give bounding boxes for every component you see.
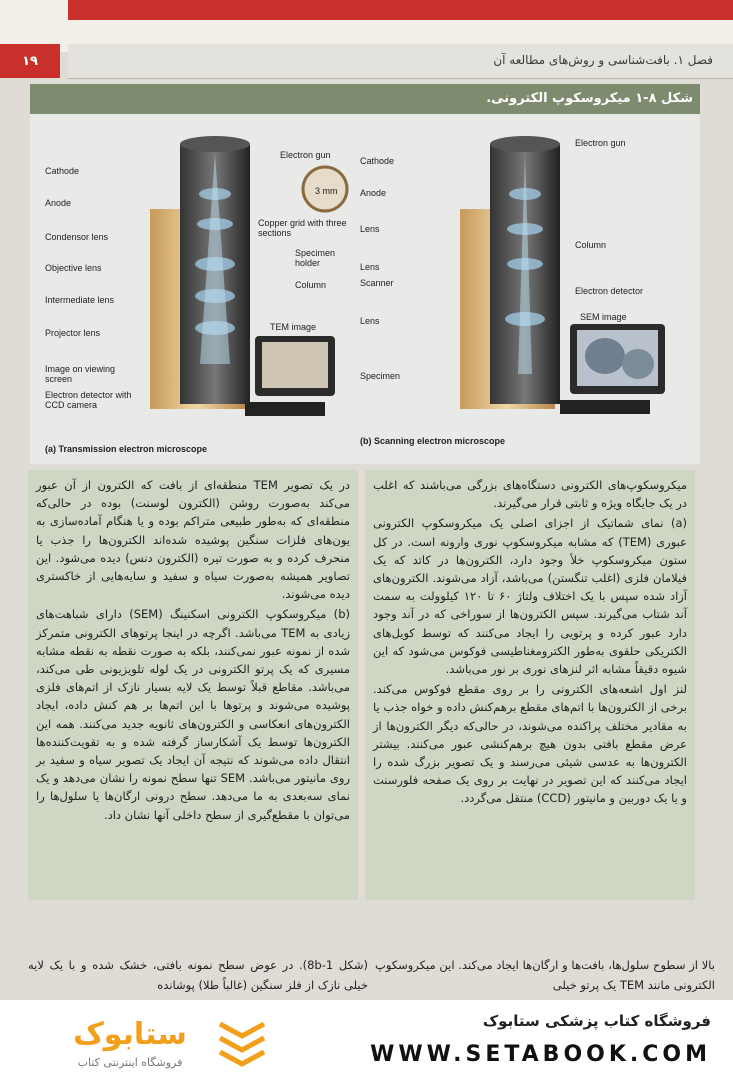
tem-label: Electron detector with CCD camera [45,390,132,410]
sem-label: Specimen [360,371,401,381]
store-name: فروشگاه کتاب پزشکی ستابوک [482,1012,711,1030]
sem-label: Scanner [360,278,394,288]
tem-right-label: TEM image [270,322,317,332]
figure-caption: شکل ۸-۱ میکروسکوپ الکترونی. [486,91,693,106]
paragraph: لنز اول اشعه‌های الکترونی را بر روی مقطع فوکوس می‌کند. برخی از الکترون‌ها با اتم‌های مقطع برهم‌کنش داده و خواه جذب یا به مقادیر مختلف پراکنده می‌شوند، در حالی‌که دیگر الکترون‌ها از عرض مقطع بافتی بدون هیچ برهم‌کنشی عبور می‌کنند. بیشتر الکترون‌ها به عدسی شیئی می‌رسند و یک تصویر بزرگ شده را ایجاد می‌کنند که این تصویر در نهایت بر روی یک صفحه فلورسنت و یا یک دوربین و مانیتور (CCD) منتقل می‌گردد. [373,682,687,806]
sem-right-label: Electron gun [575,138,626,148]
tem-label: Objective lens [45,263,102,273]
chapter-title: فصل ۱. بافت‌شناسی و روش‌های مطالعه آن [493,53,713,67]
paragraph: (a) نمای شماتیک از اجزای اصلی یک میکروسکوپ الکترونی عبوری (TEM) که مشابه میکروسکوپ نوری وارونه است. در کل ستون میکروسکوپ خلأ وجود دارد، الکترون‌ها در کاتد که یک فیلامان فلزی (اغلب تنگستن) می‌باشد، آزاد می‌شوند. الکترون‌های آزاد شده سپس با یک اختلاف ولتاژ ۶۰ تا ۱۲۰ کیلوولت به سمت آند شتاب می‌گیرند. سپس الکترون‌ها از سوراخی که در آند وجود دارد عبور کرده و پرتویی را ایجاد می‌کنند که توسط کویل‌های الکتریکی حلقوی به‌طور الکترومغناطیسی فوکوس می‌شود که این شیوه دقیقاً مشابه اثر لنزهای نوری بر نور می‌باشد. [373,516,688,677]
left-text-column [28,470,358,900]
chevron-logo-icon [220,1024,264,1064]
logo-text: ستابوک [73,1017,187,1052]
tem-label: Cathode [45,166,80,176]
sem-label: Anode [360,188,387,198]
sem-label: Cathode [360,156,395,166]
red-strip [68,0,733,20]
tem-right-label: Copper grid with three sections [258,218,347,238]
tem-label: Image on viewing screen [45,364,116,384]
store-url[interactable]: WWW.SETABOOK.COM [370,1042,711,1067]
paragraph: در یک تصویر TEM منطقه‌ای از بافت که الکترون از آن عبور می‌کند به‌صورت روشن (الکترون لوسنت) بوده در حالی‌که منطقه‌ای که به‌طور طبیعی متراکم بوده و یا هنگام آماده‌سازی به یون‌های فلزات سنگین پوشیده شده‌اند الکترون‌ها را جذب یا منحرف کرده و به صورت تیره (الکترون دنس) دیده می‌شود. این تصاویر همیشه به‌صورت سیاه و سفید و سایه‌هایی از خاکستری دیده می‌شوند. [36,478,350,602]
paragraph: میکروسکوپ‌های الکترونی دستگاه‌های بزرگی می‌باشند که اغلب در یک جایگاه ویژه و ثابتی قرار می‌گیرند. [373,478,687,511]
tem-label: Projector lens [45,328,101,338]
sem-subtitle: (b) Scanning electron microscope [360,436,506,446]
tem-right-label: Column [295,280,327,290]
sem-right-label: Column [575,240,607,250]
sem-label: Lens [360,316,380,326]
logo-subtitle: فروشگاه اینترنتی کتاب [77,1056,183,1069]
tem-right-label: Specimen holder [295,248,336,268]
figure-area [30,114,700,464]
setabook-logo [20,1010,280,1072]
sem-right-label: SEM image [580,312,627,322]
sem-label: Lens [360,262,380,272]
paragraph: (b) میکروسکوپ الکترونی اسکنینگ (SEM) دارای شباهت‌های زیادی به TEM می‌باشد. اگرچه در اینجا پرتوهای الکترونی متمرکز شده از نمونه عبور نمی‌کنند، بلکه به صورت نقطه به نقطه مشابه مسیری که یک پرتو الکترونی در یک لوله تلویزیونی طی می‌کند، می‌باشد. مقاطع قبلاً توسط یک لایه بسیار نازک از اتم‌های فلزی پوشیده می‌شوند و پرتوها با این اتم‌ها بر هم کنش داده، ایجاد الکترون‌های انعکاسی و الکترون‌های ثانویه جدید می‌کنند. همه این الکترون‌ها توسط یک آشکارساز گرفته شده و به تقویت‌کننده‌ها انتقال داده می‌شوند که نتیجه آن ایجاد یک تصویر سیاه و سفید بر روی مانیتور می‌باشد. SEM تنها سطح نمونه را نشان می‌دهد و یک نمای سه‌بعدی به ما می‌دهد. سطح درونی ارگان‌ها یا سلول‌ها را می‌توان با مقطع‌گیری از سطح داخلی آنها نشان داد. [36,607,350,822]
tem-label: Anode [45,198,72,208]
sem-label: Lens [360,224,380,234]
tem-label: Condensor lens [45,232,109,242]
lower-left-text: (شکل ‎8b-1‎). در عوض سطح نمونه بافتی، خشک شده و با یک لایه خیلی نازک از فلز سنگین (غالباً طلا) پوشانده [28,958,368,992]
tem-subtitle: (a) Transmission electron microscope [45,444,208,454]
lower-right-text: بالا از سطوح سلول‌ها، بافت‌ها و ارگان‌ها ایجاد می‌کند. این میکروسکوپ الکترونی مانند TEM یک پرتو خیلی [375,958,715,992]
tem-right-label: Electron gun [280,150,331,160]
right-text-column [365,470,695,900]
tem-right-label: 3 mm [315,186,338,196]
sem-right-label: Electron detector [575,286,644,296]
page-number: ۱۹ [0,44,60,78]
tem-label: Intermediate lens [45,295,115,305]
